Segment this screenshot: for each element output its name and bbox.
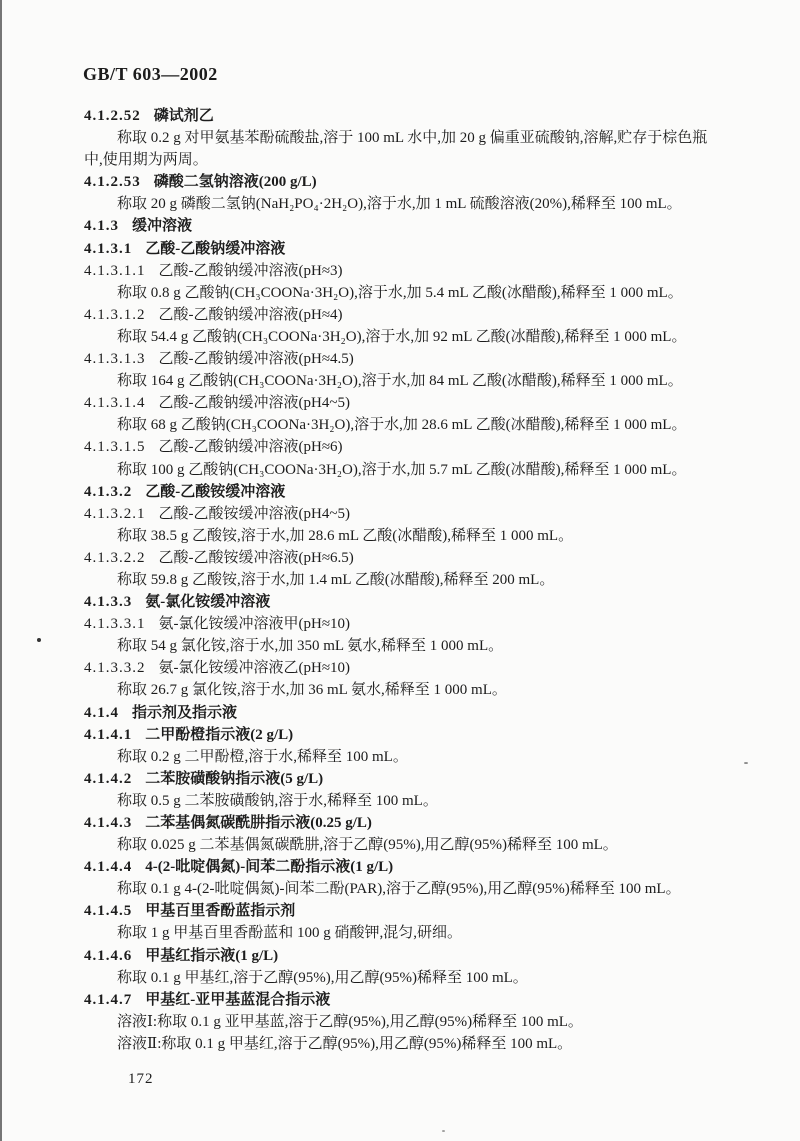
scan-edge-artifact [0, 0, 2, 1141]
clause-number: 4.1.3.1 [84, 240, 133, 257]
body-text: 称取 54.4 g 乙酸钠(CH₃COONa·3H₂O),溶于水,加 92 mL 乙酸(冰醋酸),稀释至 1 000 mL。 [117, 328, 687, 345]
body-text-line [84, 878, 764, 900]
clause-title: 乙酸-乙酸钠缓冲溶液(pH≈4) [158, 306, 343, 323]
clause-number: 4.1.3.1.1 [84, 262, 146, 279]
body-text-line [84, 1011, 764, 1033]
clause-number: 4.1.3.1.4 [84, 395, 146, 412]
clause-heading [84, 724, 764, 746]
body-text: 称取 54 g 氯化铵,溶于水,加 350 mL 氨水,稀释至 1 000 mL。 [117, 638, 504, 655]
clause-title: 乙酸-乙酸铵缓冲溶液 [145, 483, 286, 500]
scan-speck [37, 638, 41, 642]
clause-title: 二苯胺磺酸钠指示液(5 g/L) [145, 770, 324, 787]
clause-title: 乙酸-乙酸钠缓冲溶液 [145, 240, 286, 257]
clause-number: 4.1.2.52 [84, 108, 141, 124]
body-text-line [84, 635, 764, 657]
clause-heading [84, 768, 764, 790]
clause-heading [84, 702, 764, 724]
clause-title: 氨-氯化铵缓冲溶液 [145, 594, 271, 611]
standard-number-header: GB/T 603—2002 [83, 64, 218, 84]
clause-number: 4.1.2.53 [84, 174, 141, 191]
clause-heading [84, 613, 764, 635]
body-text-line [84, 459, 764, 481]
clause-heading [84, 503, 764, 525]
body-text: 称取 0.8 g 乙酸钠(CH₃COONa·3H₂O),溶于水,加 5.4 mL 乙酸(冰醋酸),稀释至 1 000 mL。 [117, 284, 683, 301]
body-text-line [84, 790, 764, 812]
body-text: 称取 26.7 g 氯化铵,溶于水,加 36 mL 氨水,稀释至 1 000 mL。 [117, 682, 507, 699]
clause-title: 4-(2-吡啶偶氮)-间苯二酚指示液(1 g/L) [145, 859, 394, 876]
body-text-line [84, 922, 764, 944]
body-text-line [84, 127, 764, 149]
clause-number: 4.1.3.1.3 [84, 351, 146, 368]
clause-number: 4.1.3.1.2 [84, 306, 146, 323]
body-text-line [84, 414, 764, 436]
clause-title: 氨-氯化铵缓冲溶液甲(pH≈10) [158, 616, 351, 633]
clause-title: 二甲酚橙指示液(2 g/L) [145, 726, 294, 743]
clause-heading [84, 856, 764, 878]
body-text: 称取 0.2 g 对甲氨基苯酚硫酸盐,溶于 100 mL 水中,加 20 g 偏重亚硫酸钠,溶解,贮存于棕色瓶 [117, 130, 708, 147]
clause-title: 乙酸-乙酸铵缓冲溶液(pH4~5) [158, 505, 350, 522]
body-text: 称取 0.1 g 4-(2-吡啶偶氮)-间苯二酚(PAR),溶于乙醇(95%),用乙醇(95%)稀释至 100 mL。 [117, 881, 681, 898]
body-text-line [84, 149, 764, 171]
body-text-line [84, 967, 764, 989]
document-lines [84, 105, 764, 1055]
clause-number: 4.1.4.7 [84, 991, 133, 1008]
clause-heading [84, 215, 764, 237]
clause-number: 4.1.4.3 [84, 815, 133, 831]
clause-title: 缓冲溶液 [132, 218, 193, 235]
body-text: 称取 38.5 g 乙酸铵,溶于水,加 28.6 mL 乙酸(冰醋酸),稀释至 1 000 mL。 [117, 527, 574, 544]
clause-number: 4.1.3.3.2 [84, 660, 146, 677]
clause-title: 二苯基偶氮碳酰肼指示液(0.25 g/L) [145, 815, 372, 831]
clause-title: 乙酸-乙酸铵缓冲溶液(pH≈6.5) [158, 549, 354, 566]
clause-title: 指示剂及指示液 [132, 704, 238, 721]
scan-speck [442, 1130, 445, 1132]
clause-title: 磷试剂乙 [153, 108, 214, 124]
clause-title: 乙酸-乙酸钠缓冲溶液(pH≈3) [158, 262, 343, 279]
clause-title: 甲基红-亚甲基蓝混合指示液 [145, 991, 331, 1008]
clause-title: 磷酸二氢钠溶液(200 g/L) [153, 174, 317, 191]
body-text-line [84, 525, 764, 547]
body-text: 称取 164 g 乙酸钠(CH₃COONa·3H₂O),溶于水,加 84 mL 乙酸(冰醋酸),稀释至 1 000 mL。 [117, 373, 683, 390]
clause-title: 乙酸-乙酸钠缓冲溶液(pH≈6) [158, 439, 343, 456]
body-text-line [84, 746, 764, 768]
clause-number: 4.1.4.6 [84, 947, 133, 964]
clause-heading [84, 481, 764, 503]
clause-number: 4.1.3.2 [84, 483, 133, 500]
clause-heading [84, 945, 764, 967]
body-text-line [84, 569, 764, 591]
clause-heading [84, 348, 764, 370]
clause-heading [84, 989, 764, 1011]
clause-number: 4.1.3.1.5 [84, 439, 146, 456]
clause-title: 乙酸-乙酸钠缓冲溶液(pH4~5) [158, 395, 350, 412]
body-text-line [84, 326, 764, 348]
clause-heading [84, 105, 764, 127]
clause-number: 4.1.4 [84, 704, 119, 721]
body-text-line [84, 193, 764, 215]
clause-heading [84, 260, 764, 282]
body-text: 称取 1 g 甲基百里香酚蓝和 100 g 硝酸钾,混匀,研细。 [117, 925, 463, 942]
body-text: 称取 0.2 g 二甲酚橙,溶于水,稀释至 100 mL。 [117, 748, 408, 765]
body-text-line [84, 834, 764, 856]
clause-heading [84, 304, 764, 326]
clause-number: 4.1.3.2.2 [84, 549, 146, 566]
clause-title: 乙酸-乙酸钠缓冲溶液(pH≈4.5) [158, 351, 354, 368]
body-text-line [84, 282, 764, 304]
body-text: 称取 0.5 g 二苯胺磺酸钠,溶于水,稀释至 100 mL。 [117, 792, 438, 809]
body-text: 称取 0.1 g 甲基红,溶于乙醇(95%),用乙醇(95%)稀释至 100 mL。 [117, 969, 528, 986]
clause-heading [84, 657, 764, 679]
clause-number: 4.1.4.1 [84, 726, 133, 743]
clause-heading [84, 392, 764, 414]
body-text: 溶液Ⅰ:称取 0.1 g 亚甲基蓝,溶于乙醇(95%),用乙醇(95%)稀释至 100 mL。 [117, 1013, 583, 1030]
clause-number: 4.1.3.2.1 [84, 505, 146, 522]
clause-title: 甲基百里香酚蓝指示剂 [145, 903, 296, 920]
page-number: 172 [128, 1071, 154, 1087]
clause-heading [84, 812, 764, 834]
clause-heading [84, 900, 764, 922]
clause-number: 4.1.3.3 [84, 594, 133, 611]
clause-heading [84, 238, 764, 260]
clause-number: 4.1.4.2 [84, 770, 133, 787]
clause-title: 甲基红指示液(1 g/L) [145, 947, 279, 964]
body-text-line [84, 1033, 764, 1055]
body-text: 称取 68 g 乙酸钠(CH₃COONa·3H₂O),溶于水,加 28.6 mL 乙酸(冰醋酸),稀释至 1 000 mL。 [117, 417, 687, 434]
body-text: 称取 100 g 乙酸钠(CH₃COONa·3H₂O),溶于水,加 5.7 mL 乙酸(冰醋酸),稀释至 1 000 mL。 [117, 461, 687, 478]
clause-heading [84, 591, 764, 613]
clause-number: 4.1.3.3.1 [84, 616, 146, 633]
body-text: 称取 59.8 g 乙酸铵,溶于水,加 1.4 mL 乙酸(冰醋酸),稀释至 200 mL。 [117, 571, 555, 588]
clause-heading [84, 436, 764, 458]
body-text-line [84, 370, 764, 392]
body-text: 溶液Ⅱ:称取 0.1 g 甲基红,溶于乙醇(95%),用乙醇(95%)稀释至 100 mL。 [117, 1035, 573, 1052]
clause-title: 氨-氯化铵缓冲溶液乙(pH≈10) [158, 660, 351, 677]
body-text: 称取 20 g 磷酸二氢钠(NaH₂PO₄·2H₂O),溶于水,加 1 mL 硫酸溶液(20%),稀释至 100 mL。 [117, 196, 682, 213]
clause-number: 4.1.3 [84, 218, 119, 235]
body-text: 称取 0.025 g 二苯基偶氮碳酰肼,溶于乙醇(95%),用乙醇(95%)稀释至 100 mL。 [117, 837, 618, 854]
clause-heading [84, 171, 764, 193]
clause-number: 4.1.4.4 [84, 859, 133, 876]
clause-number: 4.1.4.5 [84, 903, 133, 920]
clause-heading [84, 547, 764, 569]
body-text-line [84, 679, 764, 701]
body-text: 中,使用期为两周。 [84, 152, 208, 169]
